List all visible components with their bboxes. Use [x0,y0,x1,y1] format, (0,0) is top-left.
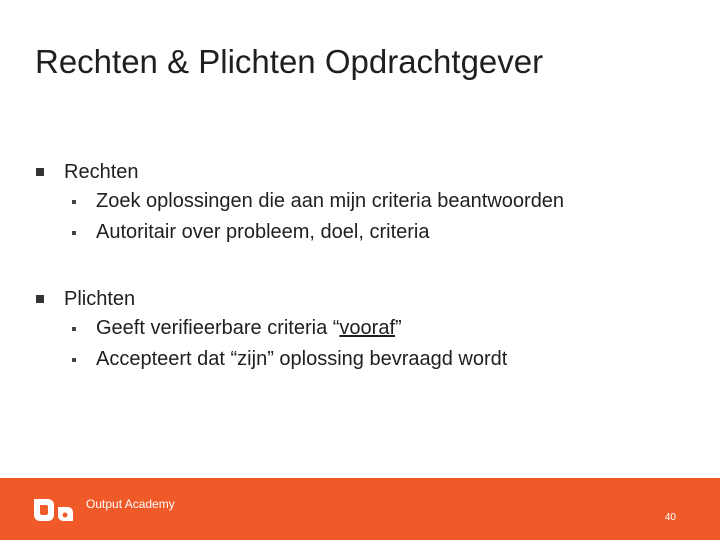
small-square-bullet-icon [72,358,76,362]
bullet-item-level1 [34,285,507,313]
section-rechten [34,158,564,248]
bullet-text-before: Geeft verifieerbare criteria “ [96,317,340,339]
section-heading: Rechten [64,160,139,183]
underlined-word: vooraf [339,317,396,339]
small-square-bullet-icon [72,231,76,235]
small-square-bullet-icon [72,200,76,204]
brand-logo [30,493,175,525]
bullet-text: Autoritair over probleem, doel, criteria [96,221,430,243]
section-heading: Plichten [64,287,136,310]
bullet-item-level2 [34,186,564,217]
bullet-item-level1 [34,158,564,186]
bullet-text: Zoek oplossingen die aan mijn criteria beantwoorden [96,190,565,212]
page-number: 40 [664,512,676,523]
bullet-text: Accepteert dat “zijn” oplossing bevraagd wordt [96,348,508,370]
bullet-item-level2 [34,344,507,375]
bullet-text [96,317,402,340]
square-bullet-icon [36,168,44,176]
output-academy-logo-icon [30,493,80,525]
bullet-item-level2 [34,313,507,344]
footer-bar [0,478,720,540]
bullet-text-after: ” [395,317,402,339]
square-bullet-icon [36,295,44,303]
slide-title: Rechten & Plichten Opdrachtgever [35,43,544,80]
section-plichten [34,285,507,375]
bullet-item-level2 [34,217,564,248]
small-square-bullet-icon [72,327,76,331]
brand-name: Output Academy [86,497,175,511]
